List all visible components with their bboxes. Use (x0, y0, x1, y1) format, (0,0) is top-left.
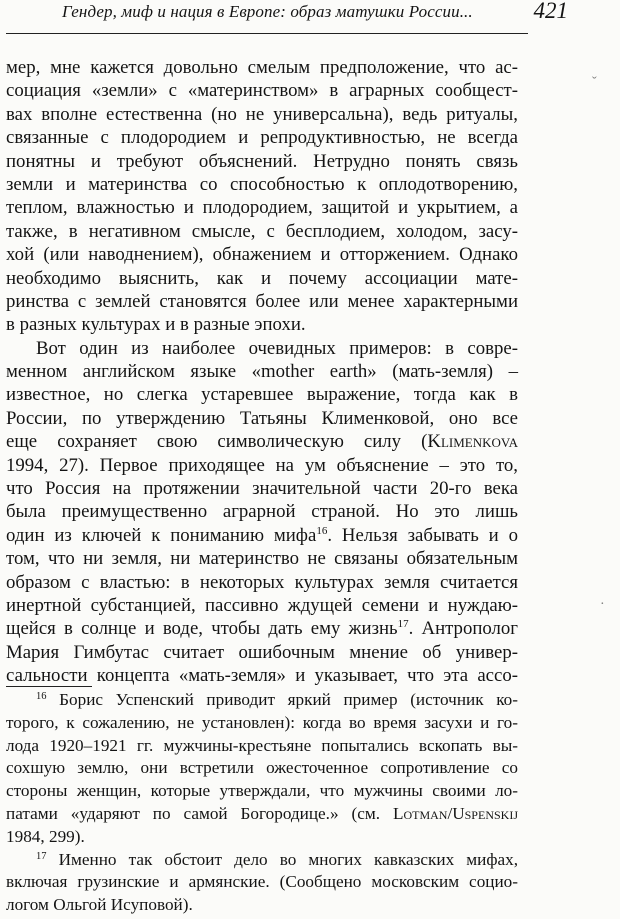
margin-speck: · (600, 597, 605, 612)
text-line: менном английском языке «mother earth» (мать-земля) – (6, 361, 518, 383)
footnote-ref[interactable]: 17 (397, 618, 409, 631)
text-line: социация «земли» с «материнством» в аграрных сообщест- (6, 80, 518, 102)
text-segment: . Нельзя забывать и о (327, 524, 518, 546)
footnote-line: логом Ольгой Исуповой). (6, 895, 193, 915)
margin-speck: ˇ (592, 75, 597, 90)
footnote-line: сохшую землю, они встретили ожесточенное сопротивление со (6, 758, 518, 778)
footnote-text: Именно так обстоит дело во многих кавказских мифах, (58, 849, 518, 869)
footnote-line: включая грузинские и армянские. (Сообщено московским социо- (6, 872, 518, 892)
text-line: в разных культурах и в разные эпохи. (6, 314, 306, 336)
footnote-number: 16 (36, 691, 47, 702)
text-line: России, по утверждению Татьяны Клименковой, оно все (6, 407, 518, 429)
page-number: 421 (533, 0, 568, 23)
running-title: Гендер, миф и нация в Европе: образ матушки России... (62, 2, 473, 21)
footnote-text: Борис Успенский приводит яркий пример (источник ко- (59, 690, 519, 709)
text-line: том, что ни земля, ни материнство не связаны обязательным (6, 548, 518, 570)
footnote-number: 17 (36, 850, 47, 862)
footnote-line: 1984, 299). (6, 826, 85, 846)
text-line: мер, мне кажется довольно смелым предположение, что ас- (6, 57, 518, 78)
text-line: ринства с землей становятся более или менее характерными (6, 290, 518, 312)
text-segment: один из ключей к пониманию мифа (6, 524, 317, 546)
text-line: образом с властью: в некоторых культурах земля считается (6, 571, 518, 593)
text-line: хой (или наводнением), обнажением и отторжением. Однако (6, 244, 518, 266)
text-segment: . Антрополог (408, 618, 518, 640)
text-line: была преимущественно аграрной страной. Но это лишь (6, 501, 518, 523)
footnote-ref[interactable]: 16 (316, 524, 328, 537)
footnote-16 (6, 689, 518, 712)
footnote-line: стороны женщин, которые утверждали, что мужчины своими ло- (6, 781, 518, 801)
footnote-text: патами «ударяют по самой Богородице.» (см. (6, 803, 393, 823)
text-line: земли и материнства со способностью к оплодотворению, (6, 173, 518, 195)
footnotes (6, 689, 518, 917)
main-text (6, 56, 518, 688)
footnote-citation: Lotman/Uspenskij (392, 803, 518, 823)
text-line: также, в негативном смысле, с бесплодием, холодом, засу- (6, 220, 518, 242)
text-line (6, 430, 518, 453)
text-line (6, 524, 518, 547)
text-line: 1994, 27). Первое приходящее на ум объяснение – это то, (6, 454, 518, 476)
citation-name: Klimenkova (427, 431, 518, 453)
text-line: сальности концепта «мать-земля» и указывает, что эта ассо- (6, 665, 518, 687)
text-line: теплом, влажностью и плодородием, защитой и укрытием, а (6, 197, 518, 219)
paragraph-start-line: Вот один из наиболее очевидных примеров: в совре- (36, 337, 518, 359)
text-line: вах вполне естественна (но не универсальна), ведь ритуалы, (6, 103, 518, 125)
text-line: необходимо выяснить, как и почему ассоциации мате- (6, 267, 518, 289)
text-line: известное, но слегка устаревшее выражение, тогда как в (6, 384, 518, 406)
footnote-17 (6, 849, 518, 872)
footnote-line (6, 803, 518, 826)
footnote-line: лода 1920–1921 гг. мужчины-крестьяне попытались вскопать вы- (6, 735, 518, 755)
text-line: инертной субстанцией, пассивно ждущей семени и нуждаю- (6, 594, 518, 616)
header-rule (6, 33, 528, 34)
footnote-separator (6, 686, 92, 687)
text-line: Мария Гимбутас считает ошибочным мнение об универ- (6, 641, 518, 663)
text-segment: щейся в солнце и воде, чтобы дать ему жизнь (6, 618, 398, 640)
footnote-line: торого, к сожалению, не установлен): когда во время засухи и го- (6, 712, 518, 732)
text-line: понятны и требуют объяснений. Нетрудно понять связь (6, 150, 518, 172)
text-segment: еще сохраняет свою символическую силу ( (6, 431, 428, 453)
text-line: что Россия на протяжении значительной части 20-го века (6, 478, 518, 500)
text-line (6, 617, 518, 640)
text-line: связанные с плодородием и репродуктивностью, не всегда (6, 127, 518, 149)
running-header (6, 0, 570, 32)
